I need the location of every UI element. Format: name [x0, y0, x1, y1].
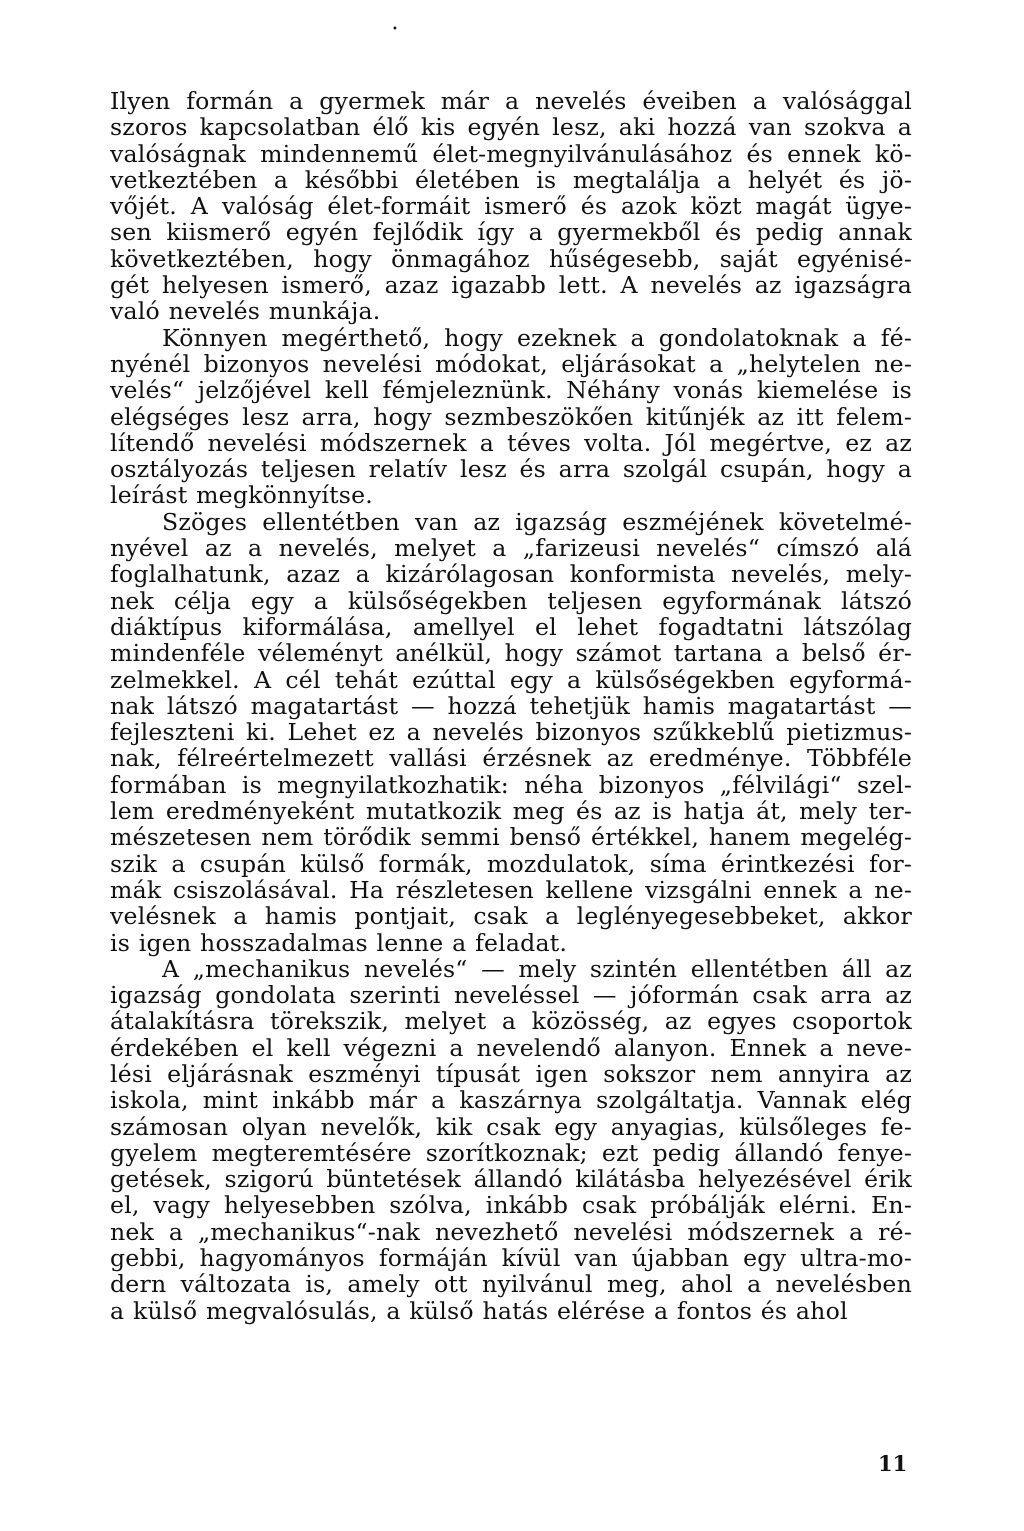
text-line: lési eljárásnak eszményi típusát igen sokszor nem annyira az	[110, 1059, 912, 1088]
text-line: nyével az a nevelés, melyet a „farizeusi nevelés“ címszó alá	[110, 534, 912, 563]
text-line: sen kiismerő egyén fejlődik így a gyermekből és pedig annak	[110, 218, 912, 247]
text-line: el, vagy helyesebben szólva, inkább csak próbálják elérni. En-	[110, 1191, 912, 1220]
text-line: gebbi, hagyományos formáján kívül van újabban egy ultra-mo-	[110, 1244, 912, 1273]
text-line: velés“ jelzőjével kell fémjeleznünk. Néhány vonás kiemelése is	[110, 376, 912, 405]
text-line: nak, félreértelmezett vallási érzésnek az eredménye. Többféle	[110, 744, 912, 773]
text-line: lem eredményeként mutatkozik meg és az is hatja át, mely ter-	[110, 797, 912, 826]
text-line: nyénél bizonyos nevelési módokat, eljárásokat a „helytelen ne-	[110, 349, 912, 378]
body-text	[110, 88, 912, 1324]
page-number: 11	[878, 1451, 908, 1476]
text-line: formában is megnyilatkozhatik: néha bizonyos „félvilági“ szel-	[110, 770, 912, 799]
text-line: következtében, hogy önmagához hűségesebb, saját egyénisé-	[110, 244, 912, 273]
text-line: átalakításra törekszik, melyet a közösség, az egyes csoportok	[110, 1007, 912, 1036]
text-line: mák csiszolásával. Ha részletesen kellene vizsgálni ennek a ne-	[110, 875, 912, 904]
text-line: szik a csupán külső formák, mozdulatok, síma érintkezési for-	[110, 849, 912, 878]
text-line: a külső megvalósulás, a külső hatás elérése a fontos és ahol	[110, 1296, 848, 1325]
paragraph-4	[110, 956, 912, 1324]
text-line: dern változata is, amely ott nyilvánul meg, ahol a nevelésben	[110, 1270, 912, 1299]
text-line: foglalhatunk, azaz a kizárólagosan konformista nevelés, mely-	[110, 560, 912, 589]
text-line: Ilyen formán a gyermek már a nevelés éveiben a valósággal	[110, 87, 912, 115]
text-line: nek célja egy a külsőségekben teljesen egyformának látszó	[110, 586, 912, 615]
text-line: igazság gondolata szerinti neveléssel — jóformán csak arra az	[110, 981, 912, 1010]
text-line: velésnek a hamis pontjait, csak a leglényegesebbeket, akkor	[110, 902, 912, 931]
text-line: valóságnak mindennemű élet-megnyilvánulásához és ennek kö-	[110, 139, 912, 168]
printer-mark: •	[392, 24, 398, 35]
paragraph-1	[110, 88, 912, 325]
text-line: mészetesen nem törődik semmi benső értékkel, hanem megelég-	[110, 823, 912, 852]
text-line: leírást megkönnyítse.	[110, 481, 373, 510]
text-line: lítendő nevelési módszernek a téves volta. Jól megértve, ez az	[110, 428, 912, 457]
text-line: A „mechanikus nevelés“ — mely szintén ellentétben áll az	[162, 954, 912, 983]
text-line: szoros kapcsolatban élő kis egyén lesz, aki hozzá van szokva a	[110, 113, 912, 142]
text-line: mindenféle véleményt anélkül, hogy számot tartana a belső ér-	[110, 639, 912, 668]
text-line: érdekében el kell végezni a nevelendő alanyon. Ennek a neve-	[110, 1033, 912, 1062]
text-line: diáktípus kiformálása, amellyel el lehet fogadtatni látszólag	[110, 612, 912, 641]
text-line: iskola, mint inkább már a kaszárnya szolgáltatja. Vannak elég	[110, 1086, 912, 1115]
text-line: getések, szigorú büntetések állandó kilátásba helyezésével érik	[110, 1165, 912, 1194]
text-line: gyelem megteremtésére szorítkoznak; ezt pedig állandó fenye-	[110, 1138, 912, 1167]
paragraph-3	[110, 509, 912, 956]
text-line: osztályozás teljesen relatív lesz és arra szolgál csupán, hogy a	[110, 455, 912, 484]
text-line: nak látszó magatartást — hozzá tehetjük hamis magatartást —	[110, 691, 912, 720]
text-line: is igen hosszadalmas lenne a feladat.	[110, 928, 568, 957]
text-line: való nevelés munkája.	[110, 297, 381, 326]
text-line: Szöges ellentétben van az igazság eszméjének követelmé-	[162, 507, 912, 536]
text-line: Könnyen megérthető, hogy ezeknek a gondolatoknak a fé-	[162, 323, 912, 352]
text-line: nek a „mechanikus“-nak nevezhető nevelési módszernek a ré-	[110, 1217, 912, 1246]
paragraph-2	[110, 325, 912, 509]
text-line: vőjét. A valóság élet-formáit ismerő és azok közt magát ügye-	[110, 192, 912, 221]
text-line: elégséges lesz arra, hogy sezmbeszökően kitűnjék az itt felem-	[110, 402, 912, 431]
text-line: zelmekkel. A cél tehát ezúttal egy a külsőségekben egyformá-	[110, 665, 912, 694]
text-line: vetkeztében a későbbi életében is megtalálja a helyét és jö-	[110, 165, 912, 194]
text-line: fejleszteni ki. Lehet ez a nevelés bizonyos szűkkeblű pietizmus-	[110, 718, 912, 747]
text-line: gét helyesen ismerő, azaz igazabb lett. A nevelés az igazságra	[110, 271, 912, 300]
text-line: számosan olyan nevelők, kik csak egy anyagias, külsőleges fe-	[110, 1112, 912, 1141]
